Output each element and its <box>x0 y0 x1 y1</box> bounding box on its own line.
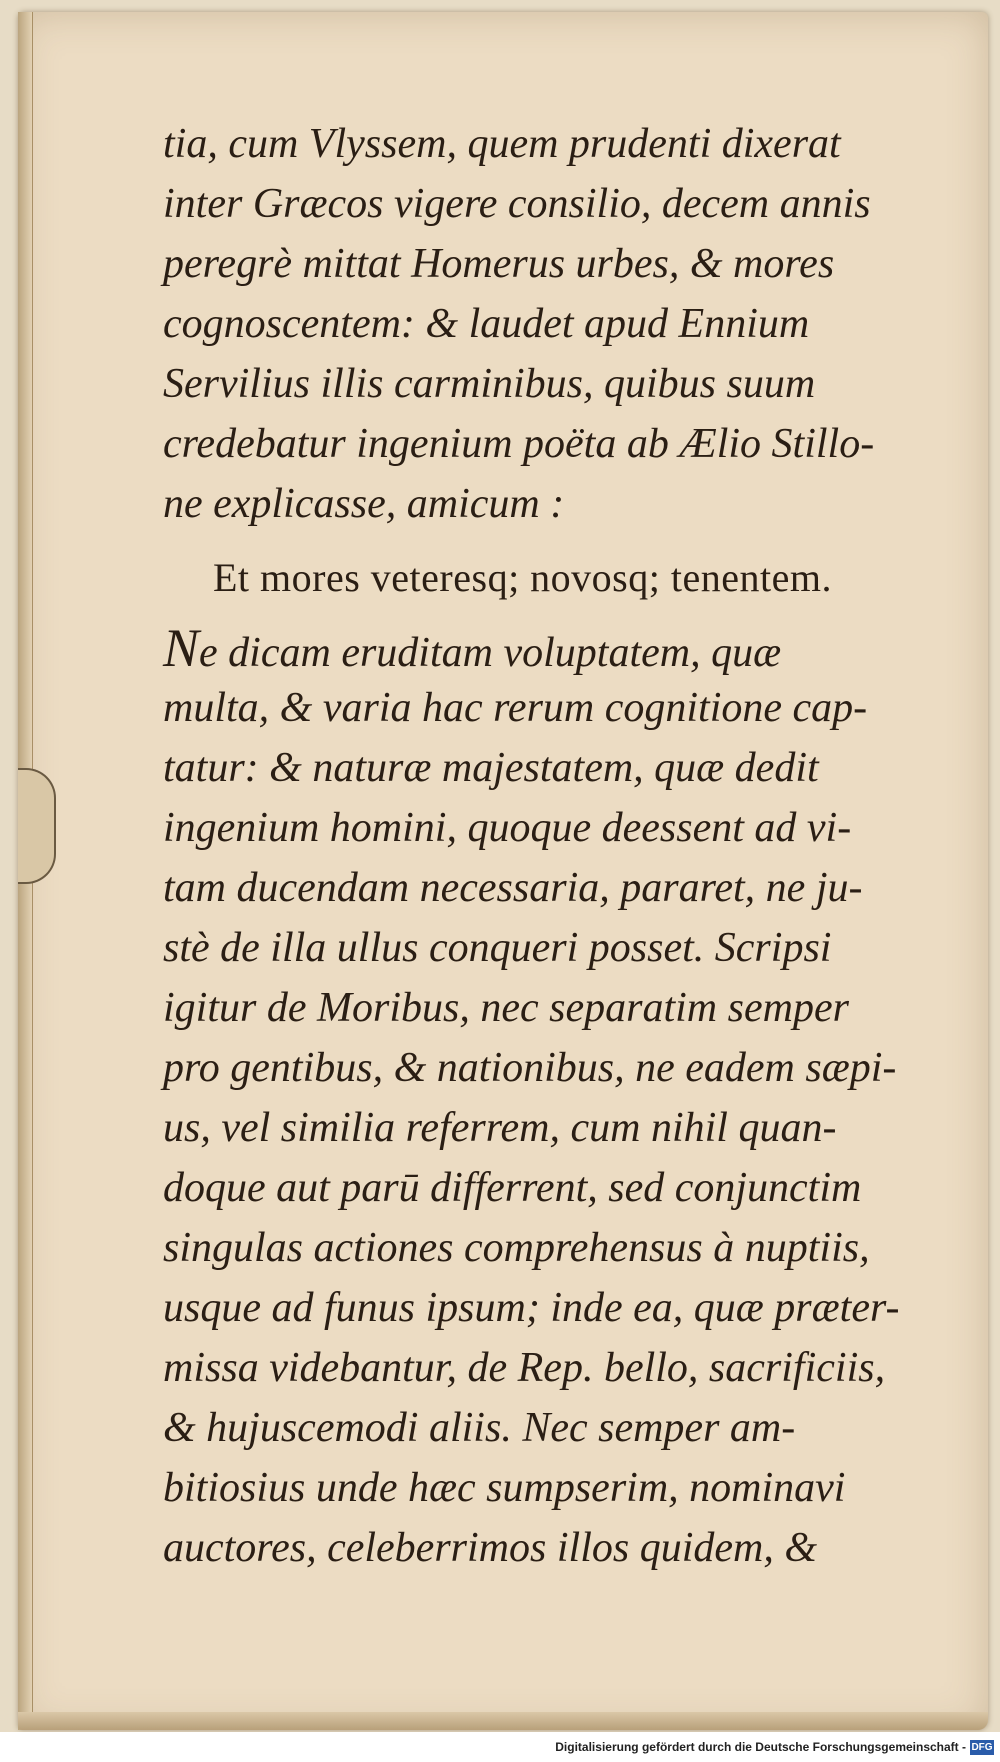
text-line-rest: e dicam eruditam voluptatem, quæ <box>199 630 782 676</box>
text-line: igitur de Moribus, nec separatim semper <box>163 985 849 1031</box>
text-line: tia, cum Vlyssem, quem prudenti dixerat <box>163 121 841 167</box>
text-line: doque aut parū differrent, sed conjunctim <box>163 1165 862 1211</box>
dfg-logo-icon: DFG <box>971 1742 993 1753</box>
text-line: Servilius illis carminibus, quibus suum <box>163 361 816 407</box>
text-line: inter Græcos vigere consilio, decem annis <box>163 181 871 227</box>
verse-quotation: Et mores veteresq; novosq; tenentem. <box>213 555 832 600</box>
text-line: cognoscentem: & laudet apud Ennium <box>163 301 810 347</box>
page-text <box>163 114 963 1578</box>
text-line: tam ducendam necessaria, pararet, ne ju- <box>163 865 863 911</box>
page-bottom-edge <box>18 1712 988 1730</box>
text-line: ingenium homini, quoque deessent ad vi- <box>163 805 852 851</box>
funding-credit: Digitalisierung gefördert durch die Deutsche Forschungsgemeinschaft - <box>555 1740 966 1754</box>
paragraph-2 <box>163 618 963 1578</box>
text-line: us, vel similia referrem, cum nihil quan- <box>163 1105 837 1151</box>
initial-letter: N <box>163 618 200 678</box>
text-line: stè de illa ullus conqueri posset. Scripsi <box>163 925 832 971</box>
book-page <box>18 12 988 1730</box>
text-line: multa, & varia hac rerum cognitione cap- <box>163 685 868 731</box>
text-line: bitiosius unde hæc sumpserim, nominavi <box>163 1465 846 1511</box>
text-line: & hujuscemodi aliis. Nec semper am- <box>163 1405 796 1451</box>
text-line: pro gentibus, & nationibus, ne eadem sæpi- <box>163 1045 897 1091</box>
text-line: tatur: & naturæ majestatem, quæ dedit <box>163 745 819 791</box>
text-line: peregrè mittat Homerus urbes, & mores <box>163 241 835 287</box>
text-line: auctores, celeberrimos illos quidem, & <box>163 1525 818 1571</box>
text-line: credebatur ingenium poëta ab Ælio Stillo- <box>163 421 875 467</box>
text-line: singulas actiones comprehensus à nuptiis, <box>163 1225 870 1271</box>
text-line-with-initial <box>163 618 963 678</box>
bookmark-tab <box>18 768 56 884</box>
text-line: ne explicasse, amicum : <box>163 481 565 527</box>
digitization-footer <box>0 1732 1000 1762</box>
text-line: missa videbantur, de Rep. bello, sacrificiis, <box>163 1345 886 1391</box>
paragraph-1 <box>163 114 963 534</box>
text-line: usque ad funus ipsum; inde ea, quæ præter- <box>163 1285 900 1331</box>
